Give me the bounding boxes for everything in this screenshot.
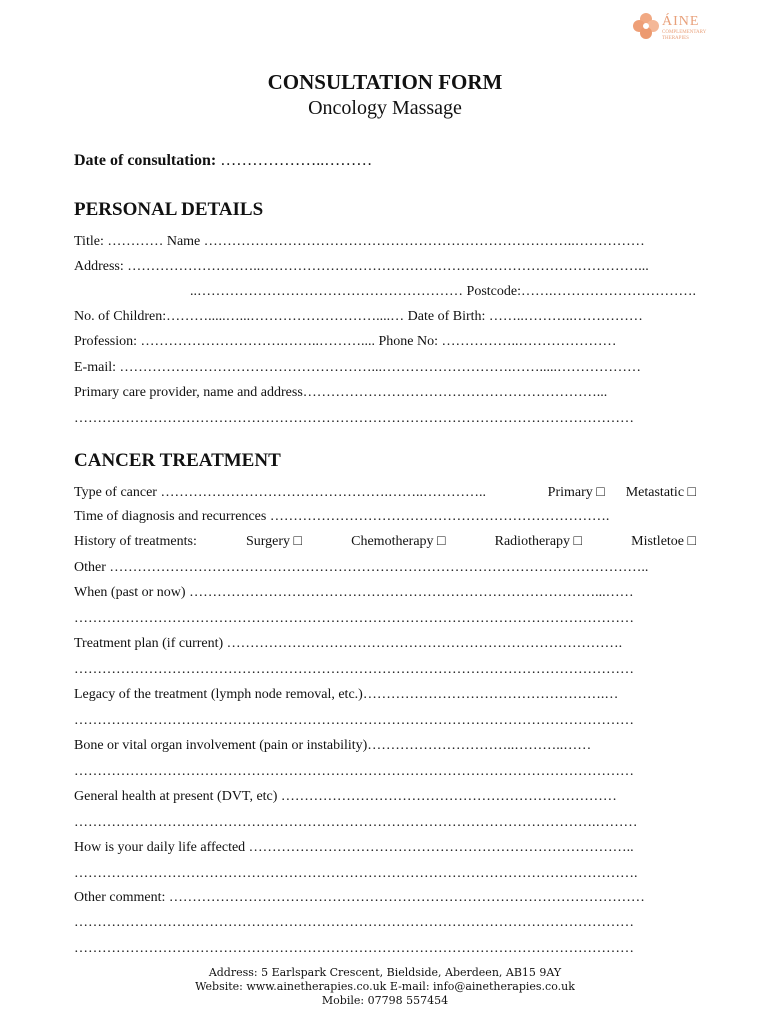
- form-subtitle: Oncology Massage: [308, 97, 462, 119]
- personal-details-heading: PERSONAL DETAILS: [74, 199, 264, 220]
- email-field[interactable]: E-mail: ………………………………………………...……………………….…….....………………: [74, 360, 641, 375]
- logo-subtitle: COMPLEMENTARY THERAPIES: [662, 30, 707, 41]
- other-comment-continued-field[interactable]: …………………………………………………………………………………………………………: [74, 915, 634, 930]
- history-of-treatments-row: [74, 533, 696, 551]
- other-treatment-field[interactable]: Other ……………………………………………………………………………………………………..: [74, 560, 649, 575]
- footer-address: Address: 5 Earlspark Crescent, Bieldside, Aberdeen, AB15 9AY: [208, 966, 562, 979]
- legacy-field[interactable]: Legacy of the treatment (lymph node removal, etc.)…………………………………………….…: [74, 687, 619, 702]
- date-field[interactable]: ………………..………: [216, 152, 373, 169]
- logo: [630, 10, 710, 46]
- treatment-plan-field[interactable]: Treatment plan (if current) ………………………………………………………………………….: [74, 636, 623, 651]
- when-field[interactable]: When (past or now) ……………………………………………………………………………...……: [74, 585, 634, 600]
- other-comment-field[interactable]: Other comment: …………………………………………………………………………………………: [74, 890, 645, 905]
- chemotherapy-checkbox[interactable]: Chemotherapy □: [351, 534, 446, 549]
- form-title: CONSULTATION FORM: [267, 70, 503, 94]
- title-name-field[interactable]: Title: ………… Name ……………………………………………………………………..……………: [74, 234, 645, 249]
- radiotherapy-checkbox[interactable]: Radiotherapy □: [494, 534, 583, 549]
- footer-website-email: Website: www.ainetherapies.co.uk E-mail: info@ainetherapies.co.uk: [195, 980, 575, 993]
- bone-organ-field[interactable]: Bone or vital organ involvement (pain or instability)…………………………..………..……: [74, 738, 592, 753]
- when-continued-field[interactable]: …………………………………………………………………………………………………………: [74, 611, 634, 626]
- treatment-plan-continued-field[interactable]: …………………………………………………………………………………………………………: [74, 662, 634, 677]
- logo-name: ÁINE: [662, 14, 700, 29]
- daily-life-continued-field[interactable]: ………………………………………………………………………………………………………….: [74, 866, 638, 881]
- type-of-cancer-field[interactable]: Type of cancer ………………………………………….……..…………..: [74, 485, 486, 500]
- diagnosis-field[interactable]: Time of diagnosis and recurrences ……………………………………………………………….: [74, 509, 610, 524]
- primary-checkbox[interactable]: Primary □: [547, 485, 605, 500]
- bone-organ-continued-field[interactable]: …………………………………………………………………………………………………………: [74, 764, 634, 779]
- general-health-continued-field[interactable]: ………………………………………………………………………………………………….………: [74, 815, 638, 830]
- postcode-field[interactable]: ..………………………………………………… Postcode:…….………………………….: [190, 284, 696, 299]
- history-label: History of treatments:: [74, 534, 197, 549]
- profession-phone-field[interactable]: Profession: ………………………….……..……….... Phone No: ……………..…………………: [74, 334, 617, 349]
- children-dob-field[interactable]: No. of Children:……….....…...………………………....… Date of Birth: ……..………..……………: [74, 309, 643, 324]
- surgery-checkbox[interactable]: Surgery □: [245, 534, 303, 549]
- general-health-field[interactable]: General health at present (DVT, etc) ………………………………………………………………: [74, 789, 617, 804]
- legacy-continued-field[interactable]: …………………………………………………………………………………………………………: [74, 713, 634, 728]
- flower-logo-icon: [630, 10, 662, 42]
- type-of-cancer-row: [74, 484, 696, 502]
- address-field[interactable]: Address: ………………………..………………………………………………………………………...: [74, 259, 649, 274]
- primary-care-continued-field[interactable]: …………………………………………………………………………………………………………: [74, 411, 634, 426]
- metastatic-checkbox[interactable]: Metastatic □: [625, 485, 696, 500]
- date-of-consultation: [74, 152, 372, 170]
- other-comment-continued-field-2[interactable]: …………………………………………………………………………………………………………: [74, 941, 634, 956]
- mistletoe-checkbox[interactable]: Mistletoe □: [631, 534, 696, 549]
- cancer-treatment-heading: CANCER TREATMENT: [74, 450, 281, 471]
- footer-mobile: Mobile: 07798 557454: [321, 994, 449, 1007]
- primary-care-field[interactable]: Primary care provider, name and address………………………………………………………...: [74, 385, 608, 400]
- date-label: Date of consultation:: [74, 152, 217, 169]
- daily-life-field[interactable]: How is your daily life affected ………………………………………………………………………..: [74, 840, 634, 855]
